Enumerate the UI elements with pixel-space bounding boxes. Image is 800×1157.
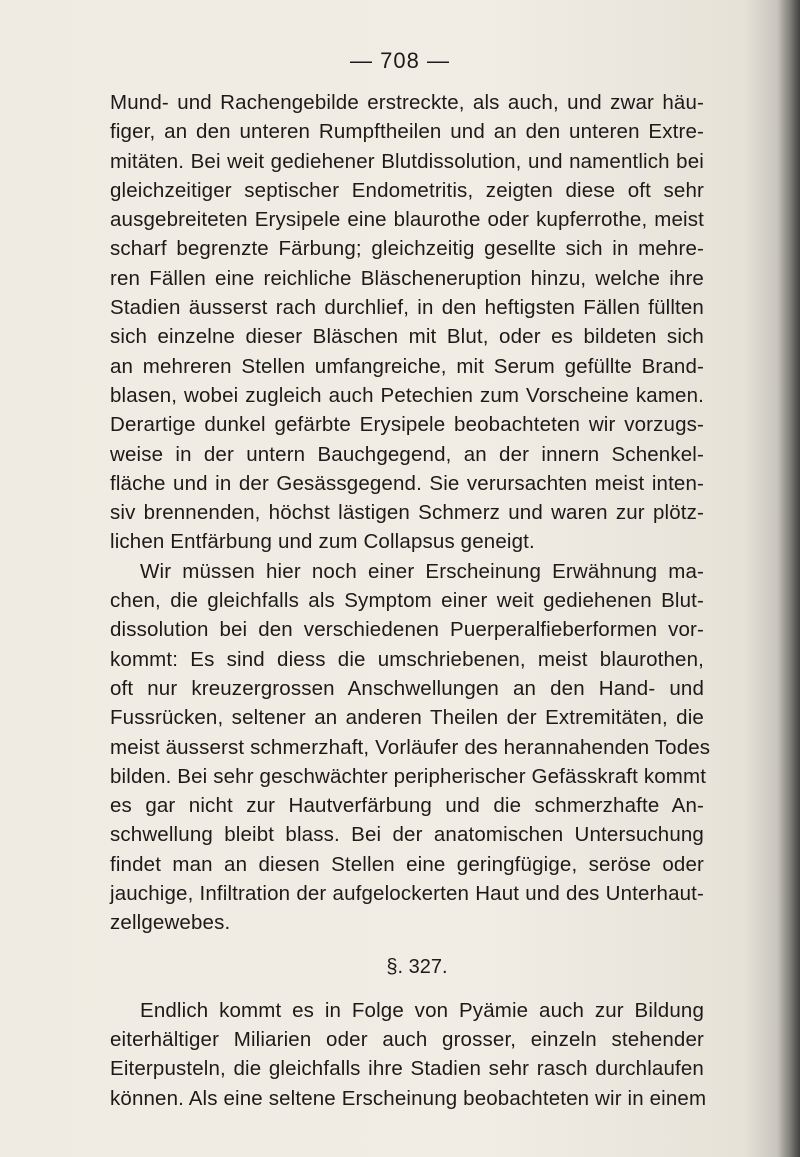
text-line: jauchige, Infiltration der aufgelockerten Haut und des Unterhaut-	[110, 882, 704, 906]
text-line: lichen Entfärbung und zum Collapsus geneigt.	[110, 530, 535, 554]
text-line: eiterhältiger Miliarien oder auch grosser, einzeln stehender	[110, 1027, 704, 1051]
text-line: oft nur kreuzergrossen Anschwellungen an den Hand- und	[110, 676, 704, 700]
text-line: fläche und in der Gesässgegend. Sie verursachten meist inten-	[110, 471, 704, 495]
text-line: figer, an den unteren Rumpftheilen und an den unteren Extre-	[110, 120, 704, 144]
text-line: zellgewebes.	[110, 911, 231, 935]
text-line: können. Als eine seltene Erscheinung beobachteten wir in einem	[110, 1086, 707, 1110]
paragraph-1	[110, 88, 704, 557]
page-number: — 708 —	[350, 48, 450, 73]
text-line: ren Fällen eine reichliche Bläscheneruption hinzu, welche ihre	[110, 266, 704, 290]
paragraph-3	[110, 996, 707, 1113]
text-line: an mehreren Stellen umfangreiche, mit Serum gefüllte Brand-	[110, 354, 704, 378]
text-line: gleichzeitiger septischer Endometritis, zeigten diese oft sehr	[110, 178, 704, 202]
text-line: kommt: Es sind diess die umschriebenen, meist blaurothen,	[110, 647, 704, 671]
text-line: scharf begrenzte Färbung; gleichzeitig gesellte sich in mehre-	[110, 237, 704, 261]
text-line: Mund- und Rachengebilde erstreckte, als auch, und zwar häu-	[110, 91, 704, 114]
text-line: siv brennenden, höchst lästigen Schmerz und waren zur plötz-	[110, 501, 704, 525]
text-line: Derartige dunkel gefärbte Erysipele beobachteten wir vorzugs-	[110, 413, 704, 437]
text-line: schwellung bleibt blass. Bei der anatomischen Untersuchung	[110, 823, 704, 847]
text-line: mitäten. Bei weit gediehener Blutdissolution, und namentlich bei	[110, 149, 704, 173]
text-line: Fussrücken, seltener an anderen Theilen der Extremitäten, die	[110, 706, 704, 730]
text-line: findet man an diesen Stellen eine geringfügige, seröse oder	[110, 852, 704, 876]
paragraph-2	[110, 557, 711, 938]
text-line: sich einzelne dieser Bläschen mit Blut, oder es bildeten sich	[110, 325, 704, 349]
text-line: bilden. Bei sehr geschwächter peripherischer Gefässkraft kommt	[110, 764, 707, 788]
text-line: Wir müssen hier noch einer Erscheinung Erwähnung ma-	[140, 559, 704, 583]
section-heading: §. 327.	[386, 955, 448, 978]
page-edge-shadow	[778, 0, 800, 1157]
body-text	[110, 88, 711, 1113]
text-line: Endlich kommt es in Folge von Pyämie auch zur Bildung	[140, 998, 704, 1022]
text-line: es gar nicht zur Hautverfärbung und die schmerzhafte An-	[110, 794, 704, 818]
text-line: blasen, wobei zugleich auch Petechien zum Vorscheine kamen.	[110, 383, 704, 407]
text-line: Stadien äusserst rach durchlief, in den heftigsten Fällen füllten	[110, 296, 704, 320]
text-line: ausgebreiteten Erysipele eine blaurothe oder kupferrothe, meist	[110, 208, 704, 232]
text-line: dissolution bei den verschiedenen Puerperalfieberformen vor-	[110, 618, 704, 642]
text-line: Eiterpusteln, die gleichfalls ihre Stadien sehr rasch durchlaufen	[110, 1057, 704, 1081]
text-line: meist äusserst schmerzhaft, Vorläufer des herannahenden Todes	[110, 735, 711, 759]
text-line: chen, die gleichfalls als Symptom einer weit gediehenen Blut-	[110, 589, 704, 613]
text-line: weise in der untern Bauchgegend, an der innern Schenkel-	[110, 442, 704, 466]
